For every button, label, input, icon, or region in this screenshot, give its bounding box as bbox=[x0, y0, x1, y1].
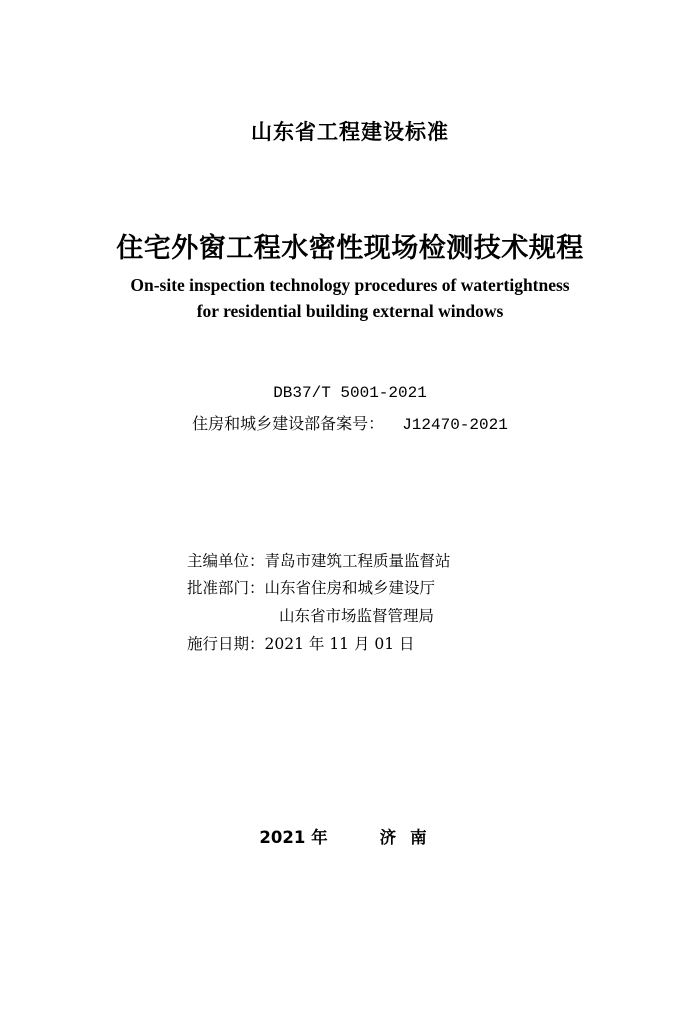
approver-row-continued bbox=[279, 604, 434, 626]
approver-row bbox=[187, 576, 435, 598]
editor-unit-row bbox=[187, 549, 451, 571]
approver-value-2: 山东省市场监督管理局 bbox=[279, 607, 435, 625]
publication-footer bbox=[0, 824, 700, 848]
document-title-zh: 住宅外窗工程水密性现场检测技术规程 bbox=[116, 233, 584, 264]
publication-year: 2021 年 bbox=[259, 828, 328, 847]
approver-value-1: 山东省住房和城乡建设厅 bbox=[264, 579, 436, 597]
record-number-value: J12470-2021 bbox=[402, 416, 508, 434]
standard-series-title: 山东省工程建设标准 bbox=[251, 120, 449, 144]
publication-city: 济南 bbox=[379, 828, 441, 847]
effective-date-label: 施行日期： bbox=[187, 635, 265, 653]
editor-unit-value: 青岛市建筑工程质量监督站 bbox=[264, 552, 451, 570]
standard-code: DB37/T 5001-2021 bbox=[273, 384, 427, 402]
document-title-en-line-2: for residential building external windows bbox=[196, 301, 504, 321]
editor-unit-label: 主编单位： bbox=[187, 552, 265, 570]
effective-date-value: 2021 年 11 月 01 日 bbox=[264, 635, 415, 653]
record-number-line bbox=[0, 411, 700, 434]
record-number-label: 住房和城乡建设部备案号： bbox=[192, 414, 385, 433]
effective-date-row bbox=[187, 632, 415, 654]
document-title-en-line-1: On-site inspection technology procedures of watertightness bbox=[130, 275, 570, 295]
approver-label: 批准部门： bbox=[187, 579, 265, 597]
